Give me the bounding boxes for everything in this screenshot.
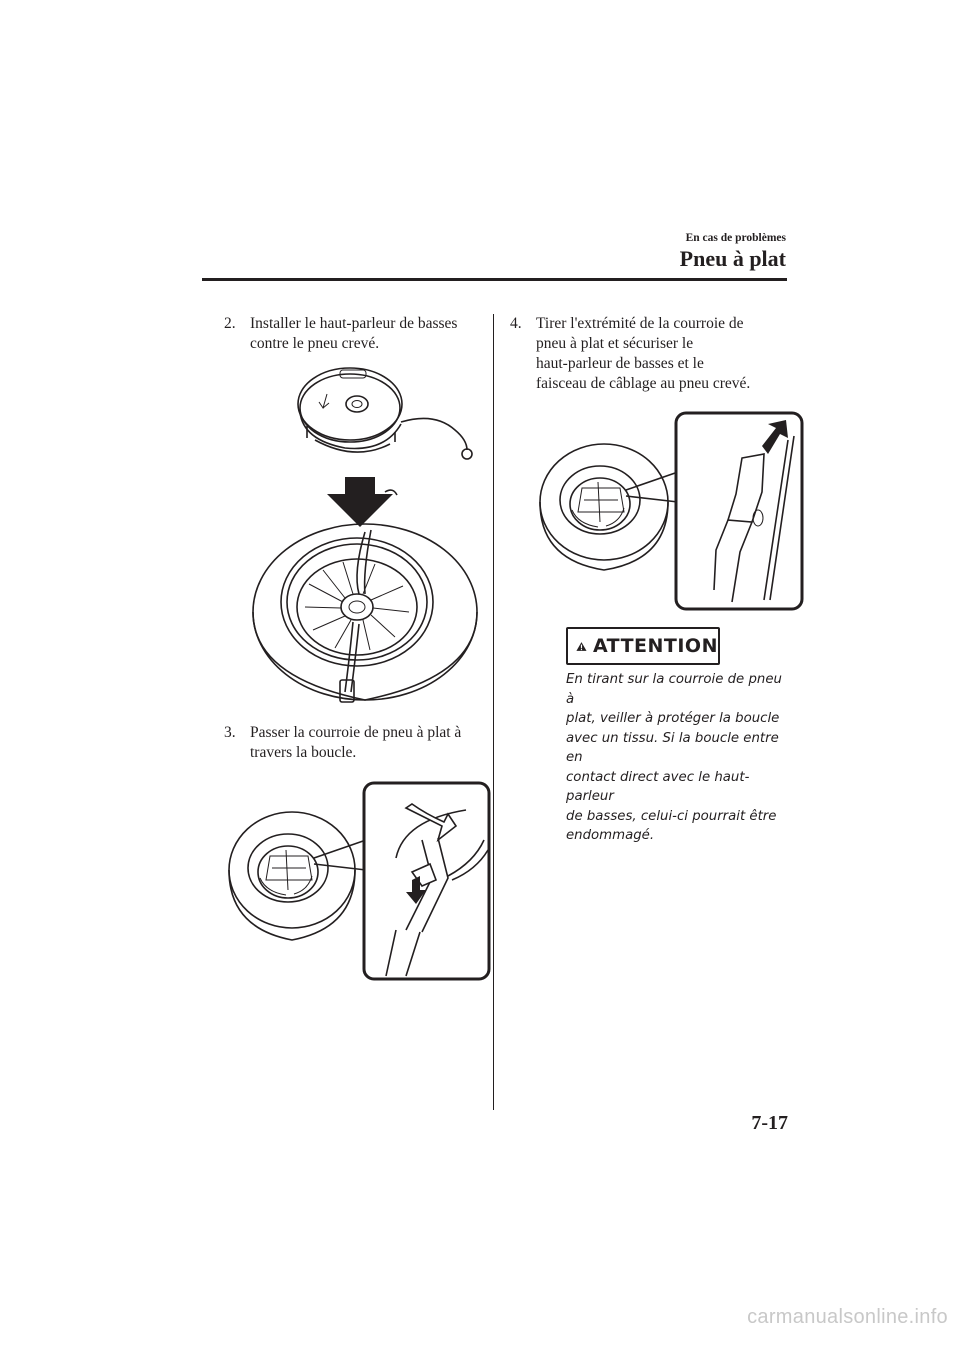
step-2 [224, 314, 485, 354]
step-3 [224, 723, 485, 763]
warning-line: plat, veiller à protéger la boucle [566, 711, 780, 726]
header-rule [202, 278, 787, 281]
warning-text [566, 670, 786, 846]
watermark: carmanualsonline.info [747, 1306, 948, 1328]
step-4 [510, 314, 771, 394]
step-number: 3. [224, 724, 236, 741]
step-line: travers la boucle. [250, 744, 357, 761]
subwoofer-on-tire-illustration [245, 362, 485, 717]
warning-triangle-icon [576, 635, 587, 658]
page-number: 7-17 [751, 1112, 788, 1134]
warning-line: En tirant sur la courroie de pneu à [566, 672, 782, 707]
step-number: 2. [224, 315, 236, 332]
warning-line: endommagé. [566, 828, 655, 843]
warning-line: avec un tissu. Si la boucle entre en [566, 730, 779, 765]
step-line: Passer la courroie de pneu à plat à [250, 724, 462, 741]
step-line: Installer le haut-parleur de basses [250, 315, 458, 332]
step-number: 4. [510, 315, 522, 332]
warning-title: ATTENTION [592, 635, 718, 657]
step-line: pneu à plat et sécuriser le [536, 335, 694, 352]
column-divider [493, 314, 494, 1110]
section-title: En cas de problèmes [685, 232, 786, 244]
step-line: haut-parleur de basses et le [536, 355, 704, 372]
step-line: Tirer l'extrémité de la courroie de [536, 315, 744, 332]
warning-line: de basses, celui-ci pourrait être [566, 808, 777, 824]
strap-through-buckle-illustration [226, 780, 492, 982]
step-line: contre le pneu crevé. [250, 335, 380, 352]
pull-strap-illustration [536, 410, 806, 612]
step-line: faisceau de câblage au pneu crevé. [536, 375, 751, 392]
chapter-title: Pneu à plat [679, 246, 786, 271]
warning-header [566, 627, 720, 665]
warning-line: contact direct avec le haut-parleur [566, 769, 750, 804]
